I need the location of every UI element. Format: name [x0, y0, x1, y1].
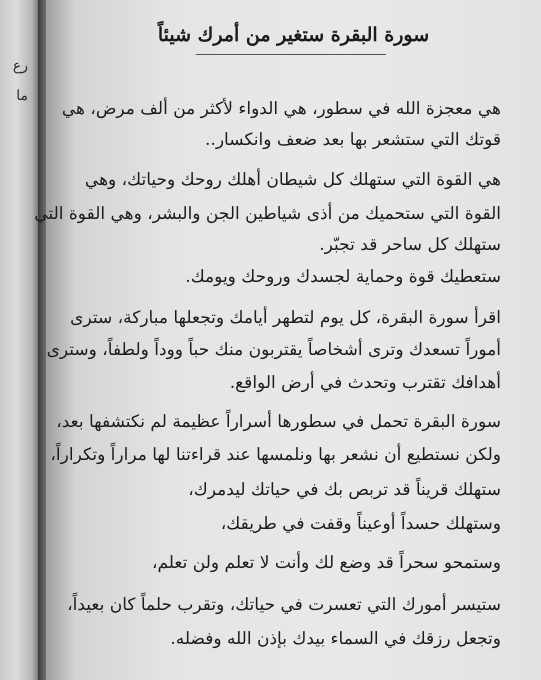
- text-line: ستهلك كل ساحر قد تجبّر.: [319, 235, 501, 255]
- text-line: ستهلك قريناً قد تربص بك في حياتك ليدمرك،: [188, 480, 501, 500]
- page-title: سورة البقرة ستغير من أمرك شيئاً: [157, 24, 430, 46]
- text-line: هي القوة التي ستهلك كل شيطان أهلك روحك وحياتك، وهي: [84, 170, 501, 190]
- text-line: أهدافك تقترب وتحدث في أرض الواقع.: [229, 373, 501, 393]
- left-page-edge: [0, 0, 40, 680]
- text-line: ولكن نستطيع أن نشعر بها ونلمسها عند قراءتنا لها مراراً وتكراراً،: [50, 445, 501, 465]
- text-line: ستيسر أمورك التي تعسرت في حياتك، وتقرب حلماً كان بعيداً،: [67, 595, 501, 615]
- text-line: اقرأ سورة البقرة، كل يوم لتطهر أيامك وتجعلها مباركة، سترى: [70, 308, 501, 328]
- book-page: [34, 0, 541, 680]
- text-line: هي معجزة الله في سطور، هي الدواء لأكثر من ألف مرض، هي: [61, 99, 501, 119]
- title-underline: [196, 54, 386, 55]
- text-line: أموراً تسعدك وترى أشخاصاً يقتربون منك حباً ووداً ولطفاً، وسترى: [46, 340, 501, 360]
- edge-text: ما: [16, 88, 28, 104]
- text-line: وتجعل رزقك في السماء بيدك بإذن الله وفضله.: [170, 629, 501, 649]
- text-line: ستعطيك قوة وحماية لجسدك وروحك ويومك.: [185, 267, 501, 287]
- text-line: القوة التي ستحميك من أذى شياطين الجن والبشر، وهي القوة التي: [34, 204, 501, 224]
- text-line: وستهلك حسداً أوعيناً وقفت في طريقك،: [220, 514, 501, 534]
- edge-text: رع: [12, 58, 28, 74]
- text-line: قوتك التي ستشعر بها بعد ضعف وانكسار..: [205, 130, 501, 150]
- text-line: سورة البقرة تحمل في سطورها أسراراً عظيمة لم نكتشفها بعد،: [56, 412, 501, 432]
- text-line: وستمحو سحراً قد وضع لك وأنت لا تعلم ولن تعلم،: [152, 553, 501, 573]
